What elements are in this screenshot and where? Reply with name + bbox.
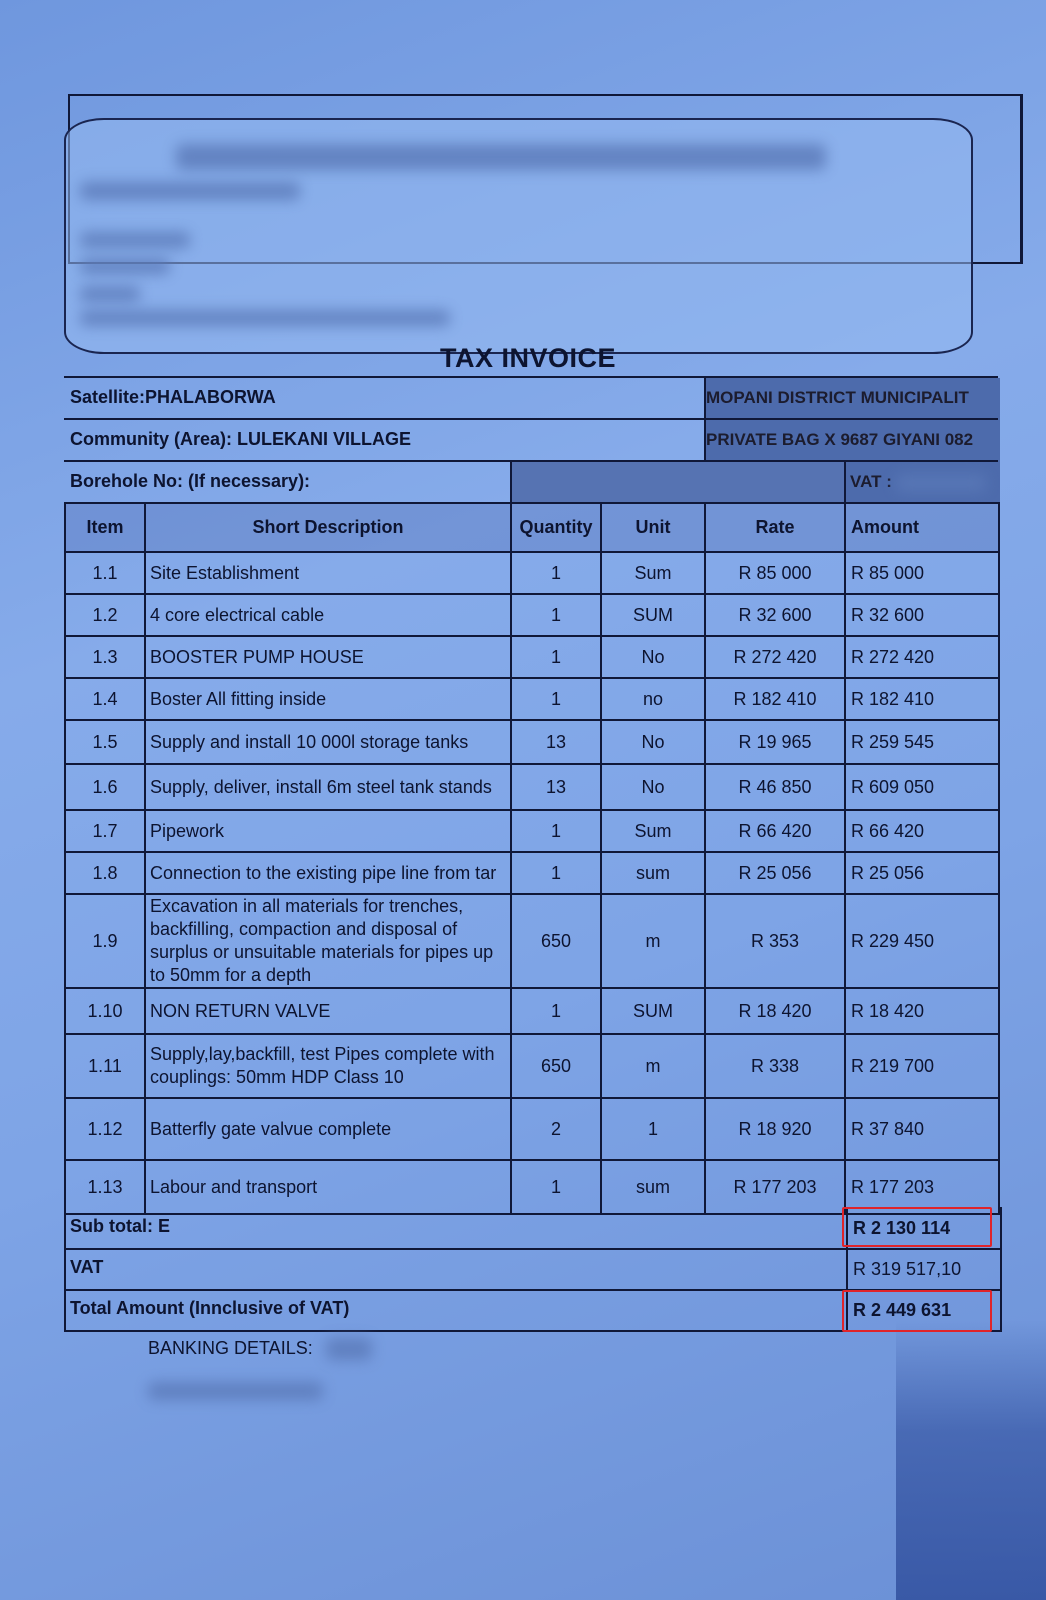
- item-description: Boster All fitting inside: [145, 678, 511, 720]
- total-highlight-box: [842, 1290, 992, 1332]
- item-rate: R 18 420: [705, 988, 845, 1034]
- item-description: Excavation in all materials for trenches, backfilling, compaction and disposal of surplus or unsuitable materials for pipes up to 50mm for a depth: [145, 894, 511, 988]
- item-amount: R 272 420: [845, 636, 999, 678]
- client-name-cell: [704, 378, 1000, 420]
- redacted-banking-info: [148, 1382, 323, 1400]
- satellite-row: [64, 376, 998, 418]
- item-number: 1.13: [65, 1160, 145, 1214]
- shadow-overlay: [896, 1320, 1046, 1600]
- item-unit: 1: [601, 1098, 705, 1160]
- item-quantity: 1: [511, 810, 601, 852]
- item-unit: sum: [601, 852, 705, 894]
- item-number: 1.7: [65, 810, 145, 852]
- total-label: Total Amount (Innclusive of VAT): [70, 1298, 350, 1318]
- vat-cell: [846, 1248, 998, 1289]
- item-number: 1.12: [65, 1098, 145, 1160]
- item-rate: R 272 420: [705, 636, 845, 678]
- item-description: Site Establishment: [145, 552, 511, 594]
- item-description: Batterfly gate valvue complete: [145, 1098, 511, 1160]
- item-unit: no: [601, 678, 705, 720]
- table-row: [65, 720, 999, 764]
- item-rate: R 182 410: [705, 678, 845, 720]
- document-title: TAX INVOICE: [440, 343, 617, 373]
- redacted-vat-number: [896, 474, 986, 492]
- borehole-label: Borehole No: (If necessary):: [70, 471, 311, 491]
- redacted-address-line: [80, 232, 190, 248]
- hatched-cell: [510, 462, 846, 504]
- item-description: Connection to the existing pipe line from tar: [145, 852, 511, 894]
- item-unit: No: [601, 764, 705, 810]
- item-description: Supply, deliver, install 6m steel tank stands: [145, 764, 511, 810]
- community-row: [64, 418, 998, 460]
- item-amount: R 219 700: [845, 1034, 999, 1098]
- client-address-cell: [704, 420, 1000, 462]
- table-row: [65, 1034, 999, 1098]
- item-number: 1.9: [65, 894, 145, 988]
- items-table: [64, 502, 1000, 1215]
- item-number: 1.4: [65, 678, 145, 720]
- item-quantity: 13: [511, 720, 601, 764]
- item-number: 1.1: [65, 552, 145, 594]
- client-address: PRIVATE BAG X 9687 GIYANI 082: [706, 430, 974, 449]
- item-amount: R 182 410: [845, 678, 999, 720]
- item-quantity: 1: [511, 636, 601, 678]
- item-amount: R 177 203: [845, 1160, 999, 1214]
- item-description: Supply,lay,backfill, test Pipes complete with couplings: 50mm HDP Class 10: [145, 1034, 511, 1098]
- item-quantity: 1: [511, 852, 601, 894]
- item-rate: R 353: [705, 894, 845, 988]
- item-amount: R 609 050: [845, 764, 999, 810]
- table-row: [65, 988, 999, 1034]
- column-header-amount: Amount: [845, 503, 999, 552]
- vat-number-cell: [844, 462, 1000, 504]
- item-unit: Sum: [601, 810, 705, 852]
- item-rate: R 66 420: [705, 810, 845, 852]
- item-rate: R 32 600: [705, 594, 845, 636]
- banking-details-label: BANKING DETAILS:: [148, 1338, 313, 1358]
- item-unit: No: [601, 720, 705, 764]
- item-quantity: 2: [511, 1098, 601, 1160]
- item-description: NON RETURN VALVE: [145, 988, 511, 1034]
- item-quantity: 650: [511, 1034, 601, 1098]
- table-row: [65, 764, 999, 810]
- item-amount: R 259 545: [845, 720, 999, 764]
- item-number: 1.6: [65, 764, 145, 810]
- table-row: [65, 678, 999, 720]
- item-rate: R 338: [705, 1034, 845, 1098]
- vat-row: [64, 1248, 1002, 1291]
- item-number: 1.5: [65, 720, 145, 764]
- item-number: 1.3: [65, 636, 145, 678]
- table-row: [65, 552, 999, 594]
- item-description: Pipework: [145, 810, 511, 852]
- item-unit: sum: [601, 1160, 705, 1214]
- item-unit: m: [601, 894, 705, 988]
- table-row: [65, 852, 999, 894]
- table-row: [65, 594, 999, 636]
- community-label: Community (Area): LULEKANI VILLAGE: [70, 429, 412, 449]
- redacted-address-line: [80, 258, 170, 274]
- redacted-address-line: [80, 310, 450, 326]
- item-amount: R 25 056: [845, 852, 999, 894]
- column-header-quantity: Quantity: [511, 503, 601, 552]
- item-unit: SUM: [601, 988, 705, 1034]
- item-rate: R 25 056: [705, 852, 845, 894]
- table-row: [65, 810, 999, 852]
- subtotal-label: Sub total: E: [70, 1216, 170, 1236]
- total-value: R 2 449 631: [853, 1300, 952, 1320]
- item-amount: R 85 000: [845, 552, 999, 594]
- column-header-unit: Unit: [601, 503, 705, 552]
- borehole-row: [64, 460, 998, 502]
- item-number: 1.8: [65, 852, 145, 894]
- item-quantity: 1: [511, 552, 601, 594]
- redacted-address-line: [80, 182, 300, 200]
- table-row: [65, 1160, 999, 1214]
- item-unit: m: [601, 1034, 705, 1098]
- item-rate: R 177 203: [705, 1160, 845, 1214]
- item-number: 1.10: [65, 988, 145, 1034]
- column-header-item: Item: [65, 503, 145, 552]
- item-quantity: 1: [511, 1160, 601, 1214]
- item-rate: R 18 920: [705, 1098, 845, 1160]
- item-number: 1.2: [65, 594, 145, 636]
- table-row: [65, 636, 999, 678]
- item-amount: R 18 420: [845, 988, 999, 1034]
- item-description: BOOSTER PUMP HOUSE: [145, 636, 511, 678]
- item-rate: R 46 850: [705, 764, 845, 810]
- subtotal-highlight-box: [842, 1207, 992, 1247]
- header-redacted-panel: [64, 118, 973, 354]
- item-quantity: 13: [511, 764, 601, 810]
- item-quantity: 1: [511, 594, 601, 636]
- table-row: [65, 1098, 999, 1160]
- table-row: [65, 894, 999, 988]
- column-header-description: Short Description: [145, 503, 511, 552]
- item-description: 4 core electrical cable: [145, 594, 511, 636]
- redacted-address-line: [80, 286, 140, 302]
- redacted-banking-info: [326, 1338, 372, 1360]
- item-rate: R 85 000: [705, 552, 845, 594]
- item-quantity: 1: [511, 678, 601, 720]
- item-unit: Sum: [601, 552, 705, 594]
- column-header-rate: Rate: [705, 503, 845, 552]
- redacted-company-name: [176, 144, 826, 170]
- item-rate: R 19 965: [705, 720, 845, 764]
- table-header-row: [65, 503, 999, 552]
- item-quantity: 650: [511, 894, 601, 988]
- satellite-label: Satellite:PHALABORWA: [70, 387, 276, 407]
- vat-label: VAT: [70, 1257, 104, 1277]
- item-amount: R 229 450: [845, 894, 999, 988]
- client-name: MOPANI DISTRICT MUNICIPALIT: [706, 388, 969, 407]
- subtotal-value: R 2 130 114: [853, 1218, 951, 1238]
- item-amount: R 32 600: [845, 594, 999, 636]
- item-number: 1.11: [65, 1034, 145, 1098]
- item-description: Supply and install 10 000l storage tanks: [145, 720, 511, 764]
- item-quantity: 1: [511, 988, 601, 1034]
- vat-value: R 319 517,10: [853, 1259, 962, 1279]
- vat-number-label: VAT :: [850, 472, 892, 491]
- item-amount: R 37 840: [845, 1098, 999, 1160]
- item-amount: R 66 420: [845, 810, 999, 852]
- item-unit: SUM: [601, 594, 705, 636]
- item-description: Labour and transport: [145, 1160, 511, 1214]
- item-unit: No: [601, 636, 705, 678]
